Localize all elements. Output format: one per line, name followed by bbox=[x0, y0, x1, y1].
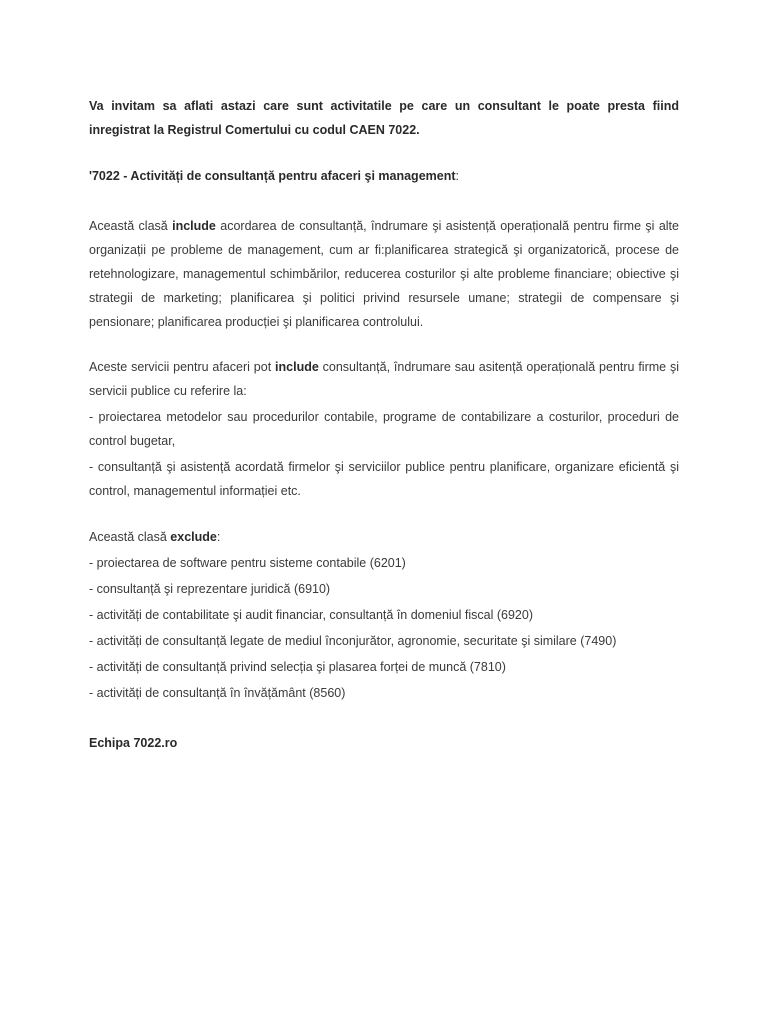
list-item: - consultanță şi reprezentare juridică (6910) bbox=[89, 582, 331, 596]
exclude-prefix: Această clasă bbox=[89, 530, 171, 544]
exclude-keyword: exclude bbox=[170, 530, 217, 544]
document-page bbox=[89, 94, 679, 755]
list-item: - activități de consultanță legate de mediul înconjurător, agronomie, securitate şi similare (7490) bbox=[89, 634, 617, 648]
include-keyword: include bbox=[172, 219, 216, 233]
exclude-section bbox=[89, 525, 679, 705]
exclude-suffix: : bbox=[216, 530, 221, 544]
include-prefix: Această clasă bbox=[89, 219, 173, 233]
intro-paragraph: Va invitam sa aflati astazi care sunt activitatile pe care un consultant le poate presta fiind inregistrat la Registrul Comertului cu codul CAEN 7022. bbox=[89, 99, 679, 137]
list-item: - proiectarea de software pentru sisteme contabile (6201) bbox=[89, 556, 406, 570]
services-paragraph bbox=[89, 355, 679, 403]
list-item: - activități de consultanță în învățământ (8560) bbox=[89, 686, 346, 700]
include-paragraph bbox=[89, 214, 679, 334]
list-item: - activități de consultanță privind selecția şi plasarea forței de muncă (7810) bbox=[89, 660, 506, 674]
heading-suffix: : bbox=[455, 169, 459, 183]
services-item-2: - consultanță şi asistență acordată firmelor şi serviciilor publice pentru planificare, organizare eficientă şi control, managementul informației etc. bbox=[89, 460, 679, 498]
heading-title: '7022 - Activități de consultanță pentru afaceri şi management bbox=[89, 169, 456, 183]
signature: Echipa 7022.ro bbox=[89, 736, 178, 750]
services-text: consultanță, îndrumare sau asitență operațională pentru firme şi servicii publice cu referire la: bbox=[89, 360, 679, 398]
exclude-heading bbox=[89, 525, 679, 549]
services-prefix: Aceste servicii pentru afaceri pot bbox=[89, 360, 276, 374]
include-text: acordarea de consultanță, îndrumare şi asistență operațională pentru firme şi alte organizații pe probleme de management, cum ar fi:planificarea strategică şi organizatorică, procese de retehnologizare, managementul schimbărilor, reducerea costurilor şi alte probleme financiare; obiective şi strategii de marketing; planificarea şi politici privind resursele umane; strategii de compensare şi pensionare; planificarea producției şi planificarea controlului. bbox=[89, 219, 679, 329]
services-keyword: include bbox=[275, 360, 319, 374]
list-item: - activități de contabilitate şi audit financiar, consultanță în domeniul fiscal (6920) bbox=[89, 608, 533, 622]
services-item-1: - proiectarea metodelor sau procedurilor contabile, programe de contabilizare a costurilor, proceduri de control bugetar, bbox=[89, 410, 679, 448]
section-heading bbox=[89, 164, 679, 188]
